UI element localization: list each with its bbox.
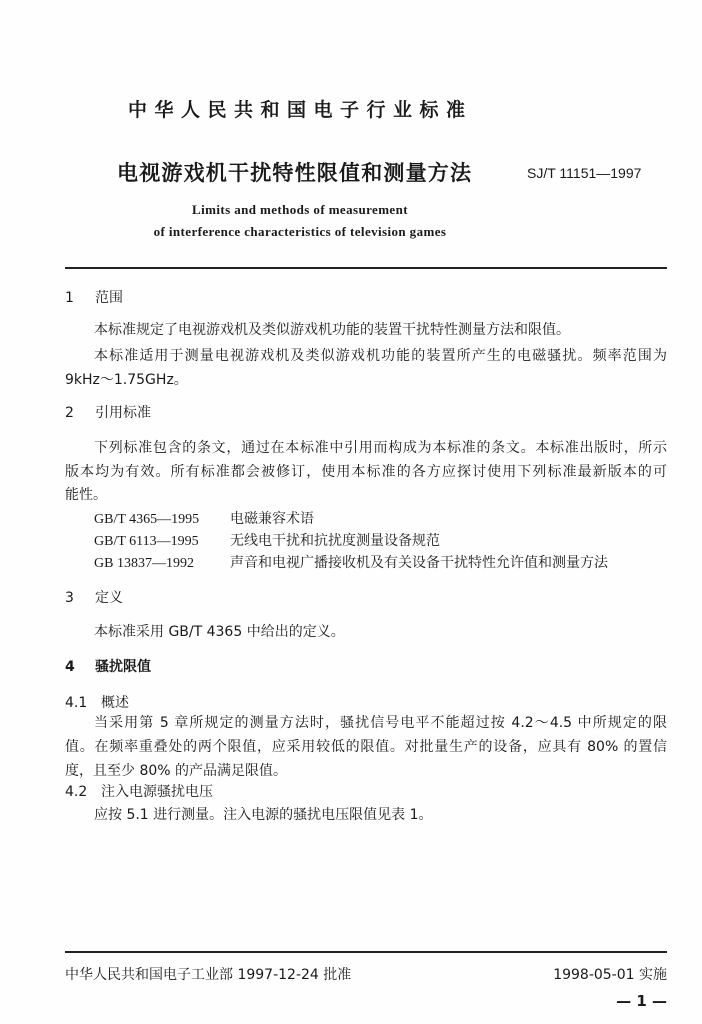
footer-divider xyxy=(65,951,667,953)
section-3-heading xyxy=(65,589,667,607)
section-4-heading xyxy=(65,658,667,676)
subsection-number: 4.2 xyxy=(65,784,88,800)
paragraph-line: 9kHz～1.75GHz。 xyxy=(65,372,188,388)
paragraph-line: 值。在频率重叠处的两个限值，应采用较低的限值。对批量生产的设备，应具有 80% 的置信 xyxy=(65,739,667,755)
approval-notice: 中华人民共和国电子工业部 1997-12-24 批准 xyxy=(65,967,352,983)
standard-category: 中华人民共和国电子行业标准 xyxy=(128,99,473,121)
section-2-heading xyxy=(65,404,667,422)
subsection-4-1-heading xyxy=(65,694,667,712)
reference-code: GB/T 4365—1995 xyxy=(94,512,200,527)
page-number: — 1 — xyxy=(616,992,667,1010)
paragraph-line: 度，且至少 80% 的产品满足限值。 xyxy=(65,763,288,779)
section-label: 骚扰限值 xyxy=(95,659,151,675)
english-title-line-1: Limits and methods of measurement xyxy=(192,202,408,217)
section-label: 定义 xyxy=(95,590,123,606)
reference-name: 无线电干扰和抗扰度测量设备规范 xyxy=(230,533,440,549)
subsection-label: 概述 xyxy=(101,695,129,711)
reference-item xyxy=(94,510,667,529)
paragraph-line: 本标准适用于测量电视游戏机及类似游戏机功能的装置所产生的电磁骚扰。频率范围为 xyxy=(94,348,667,364)
section-number: 2 xyxy=(65,405,74,421)
reference-name: 电磁兼容术语 xyxy=(230,511,314,527)
section-1-heading xyxy=(65,289,667,307)
section-label: 范围 xyxy=(95,290,123,306)
paragraph-line: 当采用第 5 章所规定的测量方法时，骚扰信号电平不能超过按 4.2～4.5 中所规定的限 xyxy=(94,715,667,731)
subsection-number: 4.1 xyxy=(65,695,88,711)
section-number: 3 xyxy=(65,590,74,606)
reference-code: GB/T 6113—1995 xyxy=(94,534,199,549)
paragraph-line: 本标准规定了电视游戏机及类似游戏机功能的装置干扰特性测量方法和限值。 xyxy=(94,322,570,338)
document-title: 电视游戏机干扰特性限值和测量方法 xyxy=(117,161,473,185)
paragraph-line: 应按 5.1 进行测量。注入电源的骚扰电压限值见表 1。 xyxy=(94,807,433,823)
paragraph-line: 本标准采用 GB/T 4365 中给出的定义。 xyxy=(94,624,345,640)
effective-date: 1998-05-01 实施 xyxy=(553,967,667,983)
reference-item xyxy=(94,554,667,573)
section-label: 引用标准 xyxy=(95,405,151,421)
subsection-4-2-heading xyxy=(65,783,667,801)
reference-name: 声音和电视广播接收机及有关设备干扰特性允许值和测量方法 xyxy=(230,555,608,571)
reference-code: GB 13837—1992 xyxy=(94,556,194,571)
section-number: 4 xyxy=(65,659,75,675)
paragraph-line: 下列标准包含的条文，通过在本标准中引用而构成为本标准的条文。本标准出版时，所示 xyxy=(94,440,667,456)
reference-item xyxy=(94,532,667,551)
section-number: 1 xyxy=(65,290,74,306)
paragraph-line: 版本均为有效。所有标准都会被修订，使用本标准的各方应探讨使用下列标准最新版本的可 xyxy=(65,464,667,480)
paragraph-line: 能性。 xyxy=(65,487,107,503)
standard-code: SJ/T 11151—1997 xyxy=(527,165,642,181)
subsection-label: 注入电源骚扰电压 xyxy=(101,784,213,800)
english-title-line-2: of interference characteristics of television games xyxy=(153,224,447,239)
header-divider xyxy=(65,267,667,269)
